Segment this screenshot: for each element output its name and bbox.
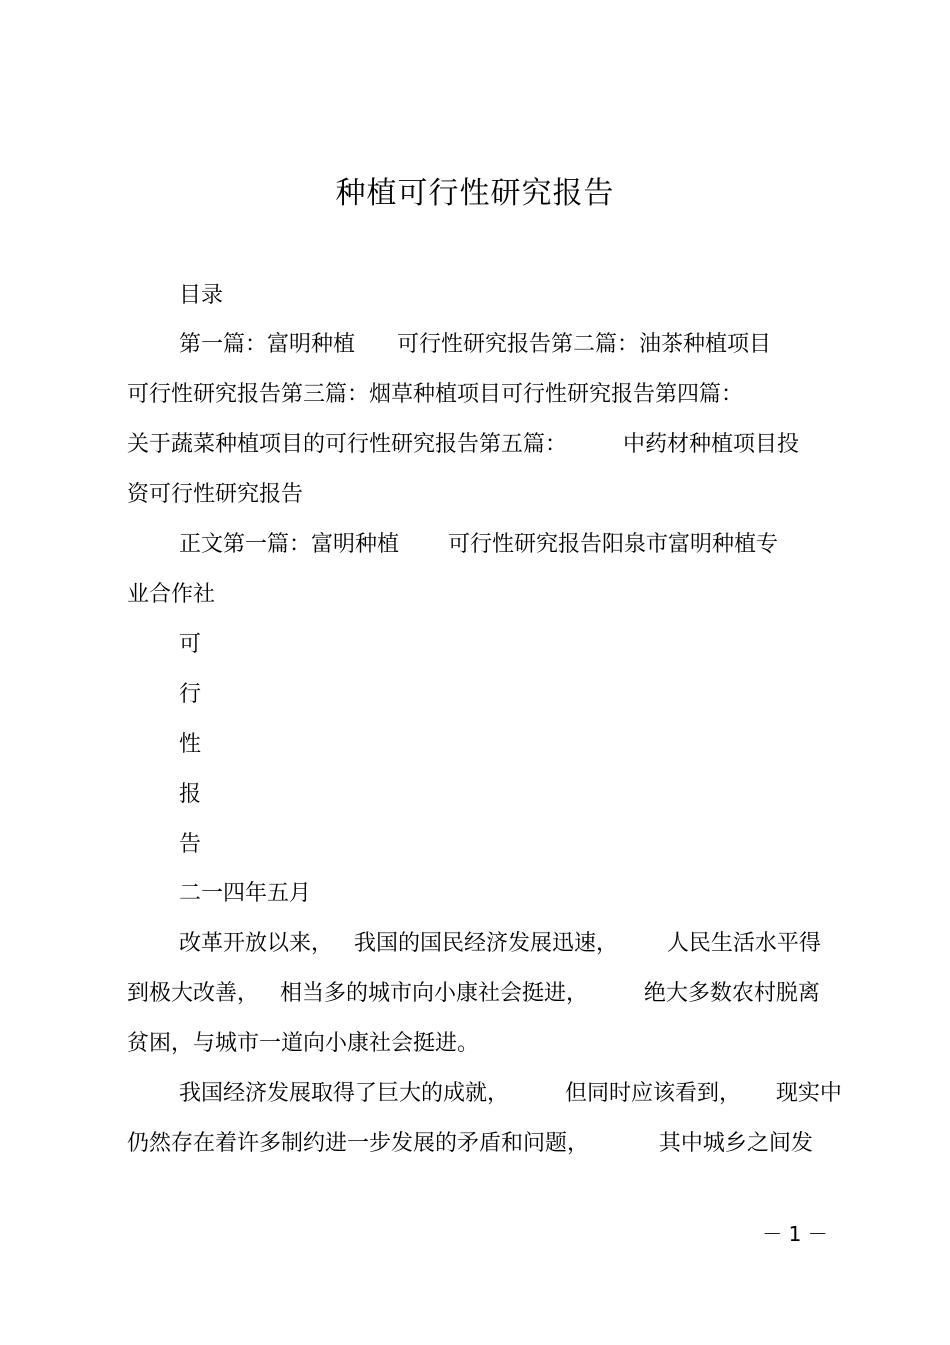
text-line: 正文第一篇：富明种植 可行性研究报告阳泉市富明种植专: [179, 532, 778, 557]
text-line: 我国经济发展取得了巨大的成就， 但同时应该看到， 现实中: [179, 1081, 842, 1106]
text-line-vertical-char: 告: [179, 832, 202, 857]
document-title: 种植可行性研究报告: [335, 176, 615, 211]
text-line: 业合作社: [127, 582, 216, 607]
text-line: 可行性研究报告第三篇：烟草种植项目可行性研究报告第四篇：: [127, 382, 744, 407]
text-line: 仍然存在着许多制约进一步发展的矛盾和问题， 其中城乡之间发: [127, 1131, 813, 1156]
text-line: 到极大改善， 相当多的城市向小康社会挺进， 绝大多数农村脱离: [127, 981, 820, 1006]
text-line-vertical-char: 报: [179, 782, 202, 807]
text-line-vertical-char: 性: [179, 732, 202, 757]
text-line-toc-heading: 目录: [179, 283, 224, 308]
text-line: 资可行性研究报告: [127, 482, 304, 507]
text-line-date: 二一四年五月: [179, 881, 312, 906]
text-line-vertical-char: 可: [179, 632, 202, 657]
text-line-vertical-char: 行: [179, 682, 202, 707]
text-line: 改革开放以来， 我国的国民经济发展迅速， 人民生活水平得: [179, 931, 821, 956]
text-line: 关于蔬菜种植项目的可行性研究报告第五篇： 中药材种植项目投: [127, 432, 799, 457]
text-line: 第一篇：富明种植 可行性研究报告第二篇：油茶种植项目: [179, 332, 771, 357]
page-number: － 1 －: [762, 1222, 828, 1246]
text-line: 贫困，与城市一道向小康社会挺进。: [127, 1031, 480, 1056]
